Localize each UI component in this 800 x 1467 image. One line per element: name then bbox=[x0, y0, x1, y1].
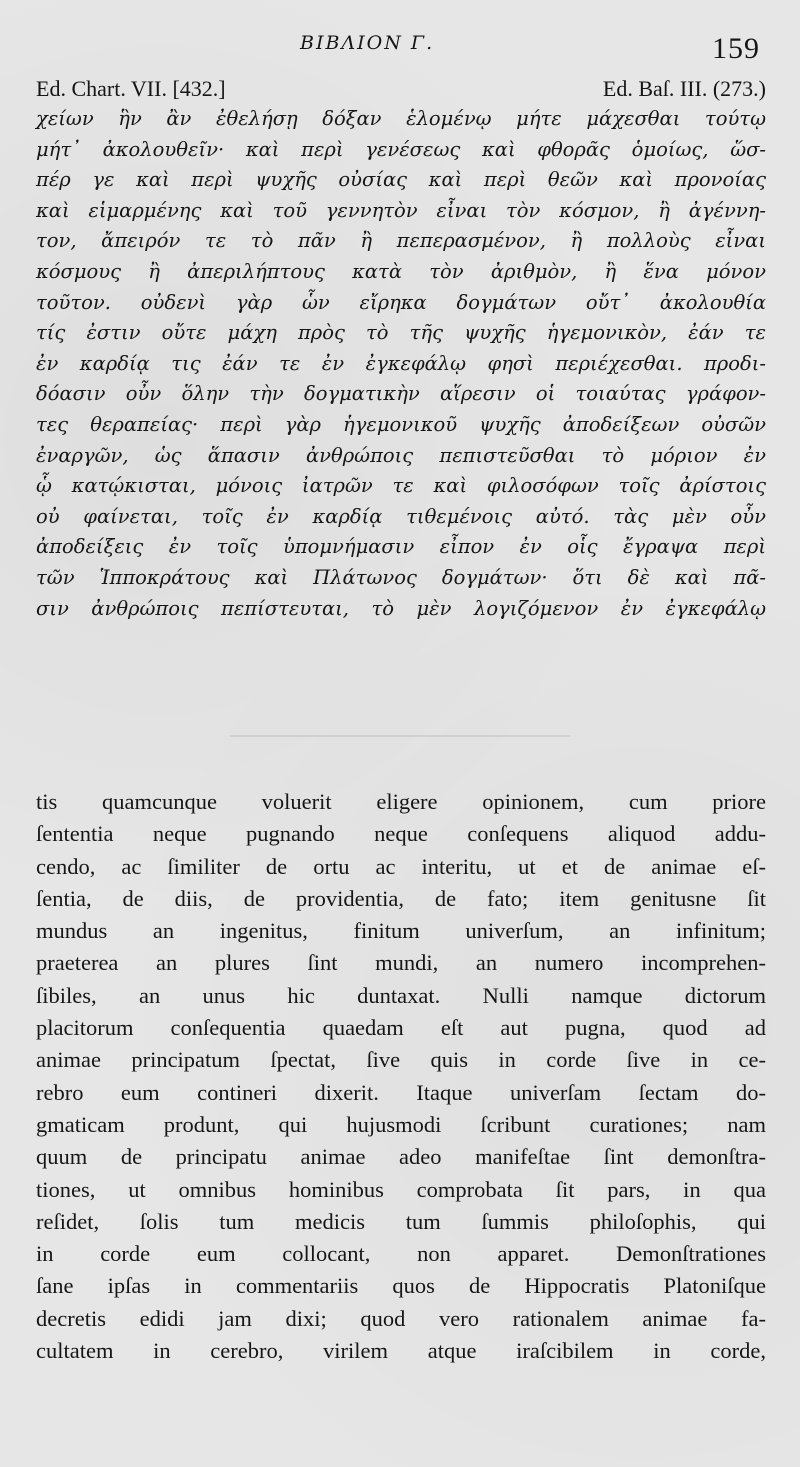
page-number: 159 bbox=[712, 32, 760, 65]
greek-text-line: κόσμους ἢ ἀπεριλήπτους κατὰ τὸν ἀριθμὸν, ἢ ἕνα μόνον bbox=[36, 259, 766, 283]
greek-text-line: δόασιν οὖν ὅλην τὴν δογματικὴν αἵρεσιν οἱ τοιαύτας γράφον- bbox=[36, 382, 766, 406]
edition-reference-chartier: Ed. Chart. VII. [432.] bbox=[36, 76, 226, 101]
latin-text-line: in corde eum collocant, non apparet. Demonſtrationes bbox=[36, 1241, 766, 1267]
latin-text-block bbox=[36, 786, 766, 1367]
greek-text-block bbox=[36, 104, 766, 624]
greek-text-line: ἀποδείξεις ἐν τοῖς ὑπομνήμασιν εἶπον ἐν οἷς ἔγραψα περὶ bbox=[36, 535, 766, 559]
edition-reference-line bbox=[36, 76, 766, 106]
greek-text-line: μήτ᾽ ἀκολουθεῖν· καὶ περὶ γενέσεως καὶ φθορᾶς ὁμοίως, ὥσ- bbox=[36, 137, 766, 161]
greek-text-line: οὐ φαίνεται, τοῖς ἐν καρδίᾳ τιθεμένοις αὐτό. τὰς μὲν οὖν bbox=[36, 504, 766, 528]
edition-reference-basel: Ed. Baſ. III. (273.) bbox=[602, 76, 766, 101]
latin-text-line: ſentia, de diis, de providentia, de fato; item genitusne ſit bbox=[36, 885, 766, 911]
latin-text-line: decretis edidi jam dixi; quod vero rationalem animae fa- bbox=[36, 1305, 766, 1331]
greek-text-line: τοῦτον. οὐδενὶ γὰρ ὧν εἴρηκα δογμάτων οὔτ᾽ ἀκολουθία bbox=[36, 290, 766, 314]
greek-text-line: πέρ γε καὶ περὶ ψυχῆς οὐσίας καὶ περὶ θεῶν καὶ προνοίας bbox=[36, 168, 766, 192]
latin-text-line: praeterea an plures ſint mundi, an numero incomprehen- bbox=[36, 950, 766, 976]
latin-text-line: mundus an ingenitus, finitum univerſum, an infinitum; bbox=[36, 918, 766, 944]
running-head-title: ΒΙΒΛΙΟΝ Γ. bbox=[300, 32, 435, 54]
latin-text-line: ſibiles, an unus hic duntaxat. Nulli namque dictorum bbox=[36, 982, 766, 1008]
section-divider bbox=[230, 735, 570, 737]
greek-text-line: τῶν Ἱπποκράτους καὶ Πλάτωνος δογμάτων· ὅτι δὲ καὶ πᾶ- bbox=[36, 565, 766, 589]
latin-text-line: placitorum conſequentia quaedam eſt aut pugna, quod ad bbox=[36, 1015, 766, 1041]
greek-text-line: χείων ἣν ἂν ἐθελήσῃ δόξαν ἑλομένῳ μήτε μάχεσθαι τούτῳ bbox=[36, 107, 766, 130]
latin-text-line: gmaticam produnt, qui hujusmodi ſcribunt curationes; nam bbox=[36, 1111, 766, 1137]
running-head bbox=[0, 22, 800, 65]
latin-text-line: quum de principatu animae adeo manifeſtae ſint demonſtra- bbox=[36, 1144, 766, 1170]
greek-text-line: ἐναργῶν, ὡς ἅπασιν ἀνθρώποις πεπιστεῦσθαι τὸ μόριον ἐν bbox=[36, 443, 766, 467]
greek-text-line: τίς ἐστιν οὔτε μάχη πρὸς τὸ τῆς ψυχῆς ἡγεμονικὸν, ἐάν τε bbox=[36, 321, 766, 345]
greek-text-line: ἐν καρδίᾳ τις ἐάν τε ἐν ἐγκεφάλῳ φησὶ περιέχεσθαι. προδι- bbox=[36, 351, 766, 375]
latin-text-line: ſane ipſas in commentariis quos de Hippocratis Platoniſque bbox=[36, 1273, 766, 1299]
latin-text-line: ſententia neque pugnando neque conſequens aliquod addu- bbox=[36, 821, 766, 847]
greek-text-line: ᾧ κατῴκισται, μόνοις ἰατρῶν τε καὶ φιλοσόφων τοῖς ἀρίστοις bbox=[36, 474, 766, 498]
latin-text-line: cultatem in cerebro, virilem atque iraſcibilem in corde, bbox=[36, 1338, 766, 1364]
greek-text-line: καὶ εἱμαρμένης καὶ τοῦ γεννητὸν εἶναι τὸν κόσμον, ἢ ἀγέννη- bbox=[36, 198, 766, 222]
latin-text-line: rebro eum contineri dixerit. Itaque univerſam ſectam do- bbox=[36, 1079, 766, 1105]
latin-text-line: reſidet, ſolis tum medicis tum ſummis philoſophis, qui bbox=[36, 1208, 766, 1234]
latin-text-line: tiones, ut omnibus hominibus comprobata ſit pars, in qua bbox=[36, 1176, 766, 1202]
latin-text-line: cendo, ac ſimiliter de ortu ac interitu, ut et de animae eſ- bbox=[36, 853, 766, 879]
latin-text-line: animae principatum ſpectat, ſive quis in corde ſive in ce- bbox=[36, 1047, 766, 1073]
latin-text-line: tis quamcunque voluerit eligere opinionem, cum priore bbox=[36, 789, 766, 814]
greek-text-line: τες θεραπείας· περὶ γὰρ ἡγεμονικοῦ ψυχῆς ἀποδείξεων οὐσῶν bbox=[36, 412, 766, 436]
greek-text-line: τον, ἄπειρόν τε τὸ πᾶν ἢ πεπερασμένον, ἢ πολλοὺς εἶναι bbox=[36, 229, 766, 253]
greek-text-line: σιν ἀνθρώποις πεπίστευται, τὸ μὲν λογιζόμενον ἐν ἐγκεφάλῳ bbox=[36, 596, 766, 620]
